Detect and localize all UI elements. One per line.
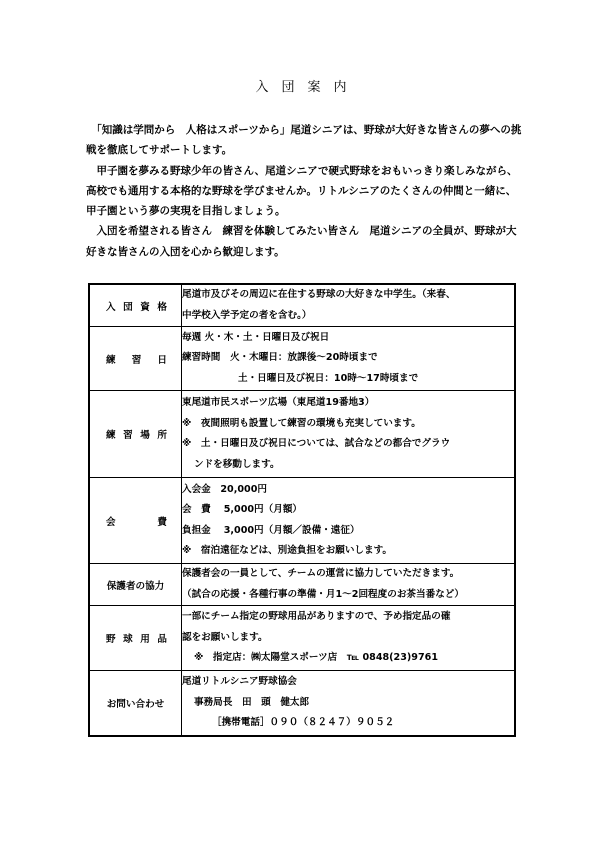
label-text: 費: [157, 516, 167, 528]
contact-phone: ［携帯電話］０９０（８２４７）９０５２: [212, 717, 395, 728]
row-content-eligibility: [182, 284, 516, 327]
label-text: 球: [123, 634, 133, 645]
info-table: [88, 283, 516, 737]
table-row: [89, 606, 515, 671]
label-text: 場: [140, 430, 150, 441]
row-label-practice-place: [89, 391, 182, 478]
label-text: 習: [131, 354, 142, 366]
row-content-equipment: [182, 606, 516, 671]
content-line: 保護者会の一員として、チームの運営に協力していただきます。: [182, 568, 460, 579]
content-line: 尾道リトルシニア野球協会: [182, 676, 297, 687]
row-label-fees: [89, 478, 182, 564]
label-text: 格: [157, 301, 167, 313]
label-text: 練: [106, 354, 116, 366]
label-text: 野: [106, 634, 116, 645]
label-text: 日: [157, 354, 167, 366]
table-row: [89, 284, 515, 327]
label-text: 会: [106, 516, 116, 528]
content-line: 毎週 火・木・土・日曜日及び祝日: [182, 331, 330, 343]
row-content-parents: [182, 564, 516, 606]
intro-text: [86, 120, 526, 262]
row-label-equipment: [89, 606, 182, 671]
page-title: 入 団 案 内: [255, 80, 347, 95]
label-text: 資: [140, 301, 150, 313]
row-label-practice-days: [89, 327, 182, 391]
label-text: 用: [140, 634, 150, 645]
content-line: 一部にチーム指定の野球用品がありますので、予め指定品の確: [182, 611, 451, 623]
label-text: 団: [123, 301, 133, 313]
content-line: 負担金 3,000円（月額／設備・遠征）: [182, 524, 360, 536]
row-label-parents: 保護者の協力: [89, 564, 182, 606]
table-row: [89, 391, 515, 478]
row-label-eligibility: [89, 284, 182, 327]
content-line: 中学校入学予定の者を含む。）: [182, 309, 312, 321]
label-text: 入: [106, 301, 116, 313]
row-content-fees: [182, 478, 516, 564]
intro-paragraph: 入団を希望される皆さん 練習を体験してみたい皆さん 尾道シニアの全員が、野球が大好きな皆さんの入団を心から歓迎します。: [86, 225, 517, 258]
content-line: ※ 夜間照明も設置して練習の環境も充実しています。: [182, 417, 421, 429]
label-text: 所: [157, 430, 167, 441]
content-line: ンドを移動します。: [194, 458, 280, 470]
content-line: 尾道市及びその周辺に在住する野球の大好きな中学生。（来春、: [182, 289, 456, 300]
content-line: 東尾道市民スポーツ広場（東尾道19番地3）: [182, 397, 375, 408]
label-text: 習: [123, 430, 133, 441]
table-row: [89, 564, 515, 606]
intro-paragraph: 「知識は学問から 人格はスポーツから」尾道シニアは、野球が大好きな皆さんの夢への挑戦を徹底してサポートします。: [86, 124, 522, 157]
table-row: [89, 671, 515, 736]
label-text: 品: [157, 634, 167, 645]
content-line: 認をお願いします。: [182, 631, 268, 643]
row-content-practice-place: [182, 391, 516, 478]
table-row: [89, 478, 515, 564]
content-line: 土・日曜日及び祝日：10時～17時頃まで: [238, 372, 419, 384]
row-content-practice-days: [182, 327, 516, 391]
content-line: ※ 土・日曜日及び祝日については、試合などの都合でグラウ: [182, 438, 451, 449]
table-row: [89, 327, 515, 391]
content-line: 事務局長 田 頭 健太郎: [194, 696, 310, 708]
content-line: 練習時間 火・木曜日：放課後～20時頃まで: [182, 352, 378, 364]
label-text: 練: [106, 430, 116, 441]
content-line: （試合の応援・各種行事の準備・月1～2回程度のお茶当番など）: [182, 588, 464, 600]
row-label-contact: お問い合わせ: [89, 671, 182, 736]
row-content-contact: [182, 671, 516, 736]
content-line: ※ 指定店：㈱太陽堂スポーツ店 ℡ 0848(23)9761: [194, 652, 438, 664]
intro-paragraph: 甲子園を夢みる野球少年の皆さん、尾道シニアで硬式野球をおもいっきり楽しみながら、高校でも通用する本格的な野球を学びませんか。リトルシニアのたくさんの仲間と一緒に、甲子園という夢の実現を目指しましょう。: [86, 164, 518, 218]
content-line: 会 費 5,000円（月額）: [182, 504, 303, 515]
content-line: 入会金 20,000円: [182, 483, 267, 495]
content-line: ※ 宿泊遠征などは、別途負担をお願いします。: [182, 545, 393, 556]
